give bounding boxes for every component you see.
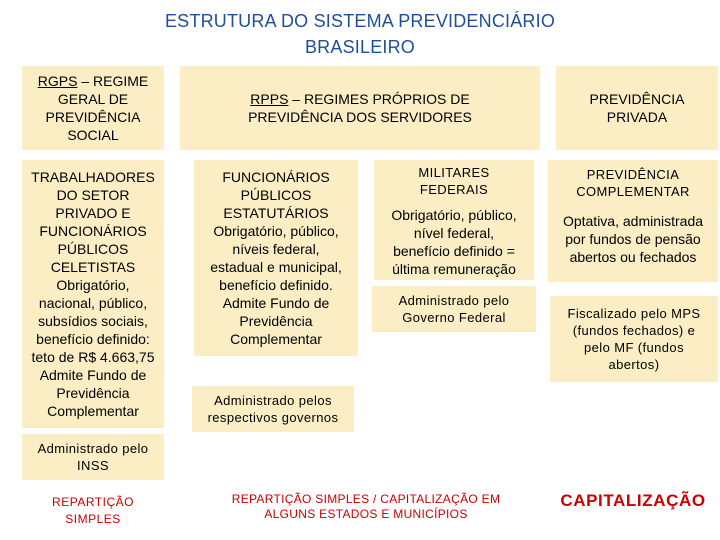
adm-governo-federal-line: Administrado pelo: [398, 293, 510, 308]
page-title: [0, 8, 720, 60]
funcionarios-line: Complementar: [230, 331, 322, 347]
militares-body-line: benefício definido =: [393, 243, 515, 259]
complementar-heading-line: COMPLEMENTAR: [576, 184, 690, 199]
rgps-line4: SOCIAL: [67, 127, 119, 143]
complementar-body-line: por fundos de pensão: [565, 231, 701, 247]
militares-heading-line: MILITARES: [418, 165, 490, 180]
funcionarios-line: Admite Fundo de: [222, 295, 330, 311]
militares-box: [374, 160, 534, 280]
fiscalizado-line: Fiscalizado pelo MPS: [567, 306, 701, 321]
militares-body-line: nível federal,: [413, 225, 495, 241]
trabalhadores-line: FUNCIONÁRIOS: [39, 223, 147, 239]
fiscalizado-line: (fundos fechados) e: [572, 323, 696, 338]
adm-governo-federal-box: [372, 286, 536, 332]
funcionarios-line: PÚBLICOS: [240, 187, 312, 203]
fiscalizado-line: abertos): [608, 357, 660, 372]
trabalhadores-line: Complementar: [47, 403, 139, 419]
trabalhadores-line: CELETISTAS: [50, 259, 136, 275]
privada-line2: PRIVADA: [606, 109, 668, 125]
rpps-box: [180, 66, 540, 150]
adm-inss-line: Administrado pelo: [37, 441, 149, 456]
funcionarios-line: benefício definido.: [219, 277, 333, 293]
trabalhadores-line: Previdência: [56, 385, 130, 401]
fiscalizado-line: pelo MF (fundos: [584, 340, 684, 355]
trabalhadores-line: Obrigatório,: [56, 277, 130, 293]
trabalhadores-line: PÚBLICOS: [57, 241, 129, 257]
fiscalizado-box: [550, 296, 718, 382]
reparticao-simples-line: SIMPLES: [65, 512, 121, 526]
complementar-box: [548, 160, 718, 282]
adm-governos-box: [192, 386, 354, 432]
rgps-line1-rest: – REGIME: [77, 73, 149, 89]
trabalhadores-line: nacional, público,: [38, 295, 148, 311]
rgps-line3: PREVIDÊNCIA: [45, 109, 141, 125]
reparticao-capitalizacao: [196, 492, 536, 522]
reparticao-simples: [22, 494, 164, 528]
funcionarios-line: Obrigatório, público,: [213, 223, 339, 239]
funcionarios-line: Previdência: [239, 313, 313, 329]
trabalhadores-box: [22, 160, 164, 428]
reparticao-capitalizacao-line: ALGUNS ESTADOS E MUNICÍPIOS: [264, 507, 468, 521]
funcionarios-line: FUNCIONÁRIOS: [222, 169, 330, 185]
adm-governos-line: respectivos governos: [207, 410, 339, 425]
page-title-line2: BRASILEIRO: [304, 37, 416, 57]
funcionarios-line: níveis federal,: [232, 241, 320, 257]
capitalizacao-label: CAPITALIZAÇÃO: [560, 491, 706, 510]
rgps-acronym: RGPS: [37, 73, 78, 89]
funcionarios-line: ESTATUTÁRIOS: [223, 205, 329, 221]
reparticao-simples-line: REPARTIÇÃO: [52, 495, 134, 509]
trabalhadores-line: PRIVADO E: [55, 205, 131, 221]
militares-body-line: última remuneração: [392, 261, 516, 277]
page-title-line1: ESTRUTURA DO SISTEMA PREVIDENCIÁRIO: [164, 11, 556, 31]
complementar-heading-line: PREVIDÊNCIA: [586, 167, 680, 182]
adm-governos-line: Administrado pelos: [214, 393, 332, 408]
complementar-body-line: Optativa, administrada: [562, 213, 704, 229]
trabalhadores-line: subsídios sociais,: [38, 313, 148, 329]
adm-governo-federal-line: Governo Federal: [402, 310, 506, 325]
rpps-line2: PREVIDÊNCIA DOS SERVIDORES: [248, 109, 472, 125]
funcionarios-line: estadual e municipal,: [210, 259, 342, 275]
rgps-line1: [38, 72, 148, 90]
trabalhadores-line: TRABALHADORES: [31, 169, 155, 185]
rgps-line2: GERAL DE: [57, 91, 129, 107]
adm-inss-line: INSS: [77, 458, 109, 473]
trabalhadores-line: teto de R$ 4.663,75: [31, 349, 155, 365]
militares-heading-line: FEDERAIS: [419, 182, 489, 197]
trabalhadores-line: DO SETOR: [56, 187, 130, 203]
rpps-line1-rest: – REGIMES PRÓPRIOS DE: [288, 91, 470, 107]
trabalhadores-line: Admite Fundo de: [39, 367, 147, 383]
rpps-line1: [250, 90, 469, 108]
rpps-acronym: RPPS: [250, 91, 289, 107]
complementar-body-line: abertos ou fechados: [569, 249, 697, 265]
reparticao-capitalizacao-line: REPARTIÇÃO SIMPLES / CAPITALIZAÇÃO EM: [231, 492, 501, 506]
privada-box: [556, 66, 718, 150]
militares-body-line: Obrigatório, público,: [391, 207, 517, 223]
trabalhadores-line: benefício definido:: [36, 331, 150, 347]
rgps-box: [22, 66, 164, 150]
funcionarios-box: [194, 160, 358, 356]
privada-line1: PREVIDÊNCIA: [589, 91, 685, 107]
adm-inss-box: [22, 434, 164, 480]
